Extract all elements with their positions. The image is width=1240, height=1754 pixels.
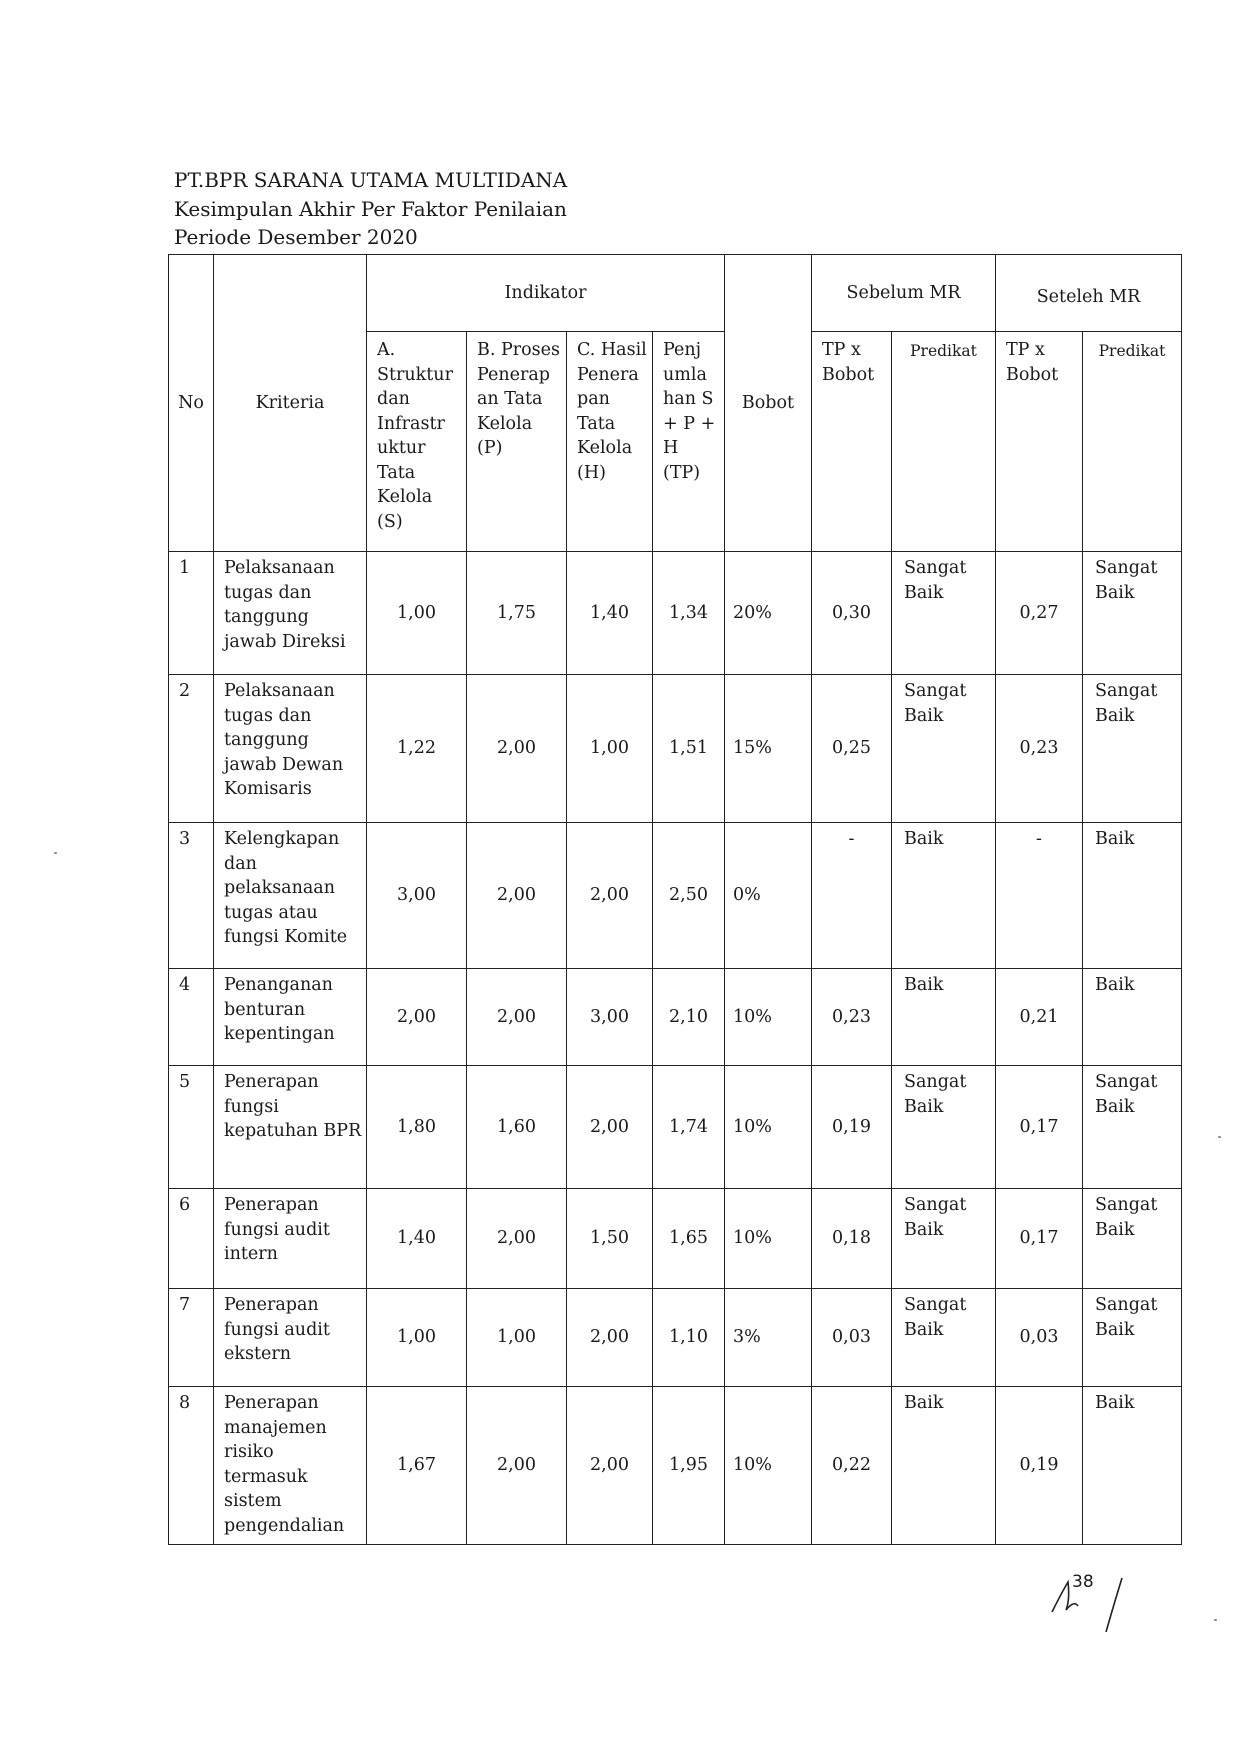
criterion-cell: Penerapan fungsi audit ekstern [214,1289,367,1387]
score-h-cell: 1,50 [567,1189,653,1289]
seteleh-predikat-cell: Sangat Baik [1083,552,1182,675]
seteleh-predikat-cell: Sangat Baik [1083,1066,1182,1189]
score-h-cell: 2,00 [567,1289,653,1387]
sebelum-tpxbobot-cell: 0,30 [812,552,892,675]
score-p-cell: 2,00 [467,1189,567,1289]
score-h-cell: 2,00 [567,1387,653,1545]
company-name: PT.BPR SARANA UTAMA MULTIDANA [174,168,568,192]
score-s-cell: 1,00 [367,1289,467,1387]
row-number: 3 [169,823,214,969]
score-tp-cell: 1,74 [653,1066,725,1189]
header-kriteria: Kriteria [214,255,367,552]
row-number: 4 [169,969,214,1066]
document-header [174,166,567,252]
sebelum-tpxbobot-cell: 0,03 [812,1289,892,1387]
row-number: 2 [169,675,214,823]
sebelum-predikat-cell: Baik [892,1387,996,1545]
handwritten-signature-icon [1048,1570,1158,1650]
page-number: 38 [1072,1572,1094,1592]
header-bobot: Bobot [725,255,812,552]
seteleh-tpxbobot-cell: 0,03 [996,1289,1083,1387]
criterion-cell: Penerapan fungsi kepatuhan BPR [214,1066,367,1189]
header-seteleh-tpxbobot: TP x Bobot [996,332,1083,552]
seteleh-predikat-cell: Baik [1083,969,1182,1066]
sebelum-tpxbobot-cell: 0,22 [812,1387,892,1545]
table-row [169,1387,1182,1545]
seteleh-predikat-cell: Baik [1083,823,1182,969]
sebelum-predikat-cell: Baik [892,823,996,969]
score-s-cell: 1,80 [367,1066,467,1189]
header-sebelum-tpxbobot: TP x Bobot [812,332,892,552]
criterion-cell: Pelaksanaan tugas dan tanggung jawab Direksi [214,552,367,675]
score-s-cell: 3,00 [367,823,467,969]
score-tp-cell: 1,34 [653,552,725,675]
table-row [169,675,1182,823]
sebelum-predikat-cell: Sangat Baik [892,1289,996,1387]
score-s-cell: 1,00 [367,552,467,675]
row-number: 1 [169,552,214,675]
header-no: No [169,255,214,552]
bobot-cell: 3% [725,1289,812,1387]
seteleh-tpxbobot-cell: - [996,823,1083,969]
score-tp-cell: 1,65 [653,1189,725,1289]
header-sebelum-mr: Sebelum MR [812,255,996,332]
score-p-cell: 1,60 [467,1066,567,1189]
seteleh-tpxbobot-cell: 0,17 [996,1066,1083,1189]
score-p-cell: 2,00 [467,675,567,823]
sebelum-tpxbobot-cell: 0,18 [812,1189,892,1289]
seteleh-tpxbobot-cell: 0,23 [996,675,1083,823]
header-seteleh-predikat: Predikat [1083,332,1182,552]
score-p-cell: 2,00 [467,969,567,1066]
score-p-cell: 2,00 [467,1387,567,1545]
row-number: 5 [169,1066,214,1189]
scan-speck [1214,1619,1217,1621]
sebelum-tpxbobot-cell: 0,25 [812,675,892,823]
sebelum-predikat-cell: Sangat Baik [892,675,996,823]
header-indikator: Indikator [367,255,725,332]
scan-speck [54,852,57,854]
score-p-cell: 1,75 [467,552,567,675]
seteleh-tpxbobot-cell: 0,17 [996,1189,1083,1289]
bobot-cell: 10% [725,1189,812,1289]
sebelum-predikat-cell: Sangat Baik [892,552,996,675]
score-s-cell: 2,00 [367,969,467,1066]
score-tp-cell: 2,10 [653,969,725,1066]
score-tp-cell: 2,50 [653,823,725,969]
sebelum-tpxbobot-cell: 0,19 [812,1066,892,1189]
table-row [169,969,1182,1066]
score-p-cell: 1,00 [467,1289,567,1387]
score-p-cell: 2,00 [467,823,567,969]
criterion-cell: Kelengkapan dan pelaksanaan tugas atau fungsi Komite [214,823,367,969]
score-s-cell: 1,40 [367,1189,467,1289]
seteleh-predikat-cell: Sangat Baik [1083,1189,1182,1289]
seteleh-predikat-cell: Sangat Baik [1083,675,1182,823]
score-h-cell: 2,00 [567,1066,653,1189]
sebelum-tpxbobot-cell: 0,23 [812,969,892,1066]
table-body [169,552,1182,1545]
assessment-table [168,254,1182,1545]
sebelum-predikat-cell: Sangat Baik [892,1066,996,1189]
seteleh-predikat-cell: Sangat Baik [1083,1289,1182,1387]
criterion-cell: Penanganan benturan kepentingan [214,969,367,1066]
table-row [169,1066,1182,1189]
score-tp-cell: 1,95 [653,1387,725,1545]
seteleh-tpxbobot-cell: 0,27 [996,552,1083,675]
row-number: 6 [169,1189,214,1289]
row-number: 8 [169,1387,214,1545]
table-row [169,823,1182,969]
score-h-cell: 2,00 [567,823,653,969]
table-row [169,1289,1182,1387]
seteleh-tpxbobot-cell: 0,21 [996,969,1083,1066]
header-indikator-c: C. Hasil Penera pan Tata Kelola (H) [567,332,653,552]
score-tp-cell: 1,51 [653,675,725,823]
row-number: 7 [169,1289,214,1387]
score-h-cell: 1,00 [567,675,653,823]
header-sebelum-predikat: Predikat [892,332,996,552]
header-indikator-tp: Penj umla han S + P + H (TP) [653,332,725,552]
score-s-cell: 1,67 [367,1387,467,1545]
sebelum-tpxbobot-cell: - [812,823,892,969]
criterion-cell: Pelaksanaan tugas dan tanggung jawab Dewan Komisaris [214,675,367,823]
table-row [169,1189,1182,1289]
seteleh-tpxbobot-cell: 0,19 [996,1387,1083,1545]
header-seteleh-mr: Seteleh MR [996,255,1182,332]
criterion-cell: Penerapan fungsi audit intern [214,1189,367,1289]
table-row [169,552,1182,675]
seteleh-predikat-cell: Baik [1083,1387,1182,1545]
score-h-cell: 1,40 [567,552,653,675]
criterion-cell: Penerapan manajemen risiko termasuk sistem pengendalian [214,1387,367,1545]
score-h-cell: 3,00 [567,969,653,1066]
header-indikator-a: A. Struktur dan Infrastr uktur Tata Kelola (S) [367,332,467,552]
sebelum-predikat-cell: Baik [892,969,996,1066]
report-title: Kesimpulan Akhir Per Faktor Penilaian [174,196,567,221]
bobot-cell: 20% [725,552,812,675]
score-tp-cell: 1,10 [653,1289,725,1387]
scan-speck [1218,1136,1221,1138]
bobot-cell: 0% [725,823,812,969]
report-period: Periode Desember 2020 [174,225,418,249]
bobot-cell: 10% [725,1066,812,1189]
header-indikator-b: B. Proses Penerap an Tata Kelola (P) [467,332,567,552]
bobot-cell: 15% [725,675,812,823]
bobot-cell: 10% [725,969,812,1066]
sebelum-predikat-cell: Sangat Baik [892,1189,996,1289]
score-s-cell: 1,22 [367,675,467,823]
bobot-cell: 10% [725,1387,812,1545]
